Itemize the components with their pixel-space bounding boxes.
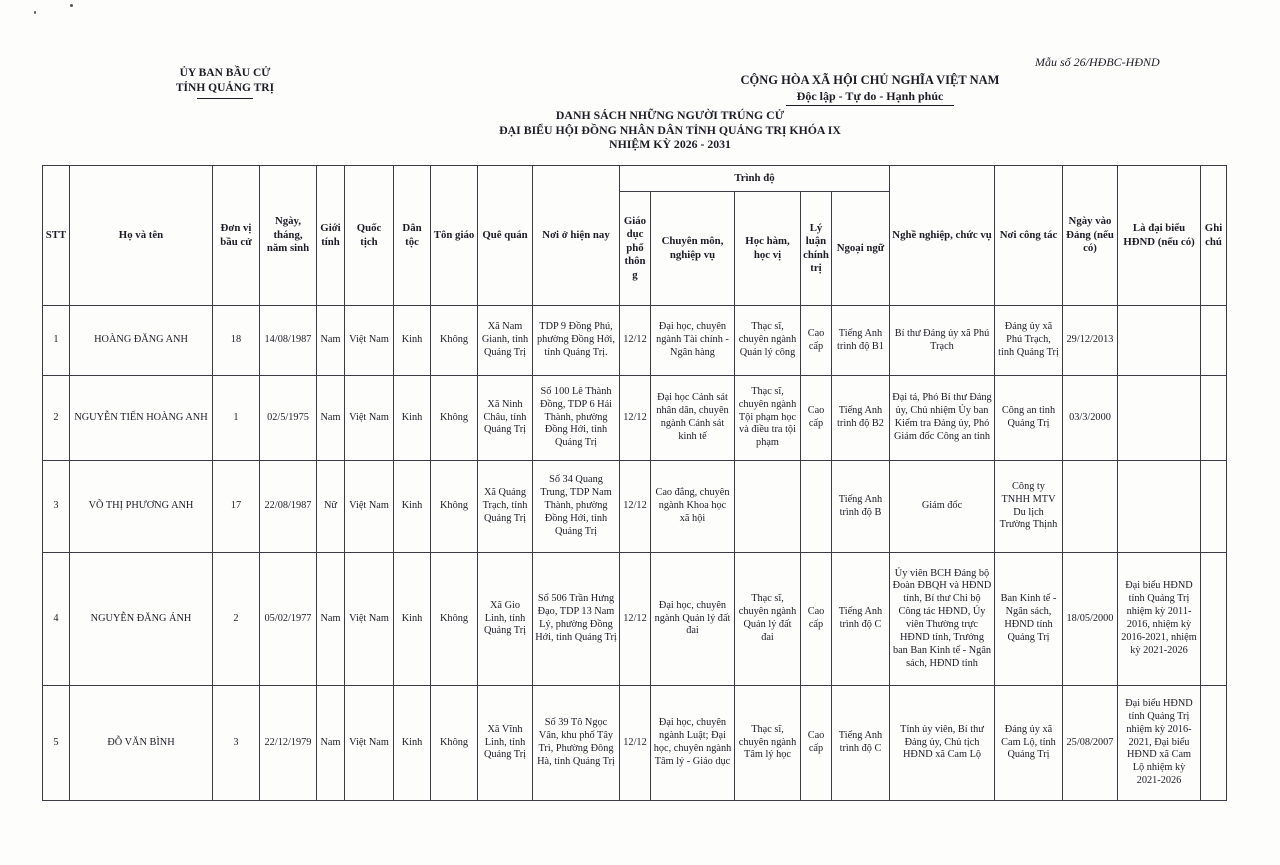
- table-cell: Công ty TNHH MTV Du lịch Trường Thịnh: [995, 461, 1063, 553]
- table-cell: Cao cấp: [801, 306, 832, 376]
- col-group-trinh-do: Trình độ: [620, 166, 890, 192]
- table-cell: Số 506 Trần Hưng Đạo, TDP 13 Nam Lý, phường Đồng Hới, tỉnh Quảng Trị: [533, 553, 620, 686]
- scan-artifact-dot: [34, 11, 36, 14]
- table-cell: NGUYỄN ĐĂNG ÁNH: [70, 553, 213, 686]
- table-cell: 2: [43, 376, 70, 461]
- header-group-row: [43, 166, 1227, 192]
- motto-underline: [786, 105, 954, 106]
- table-cell: Xã Gio Linh, tỉnh Quảng Trị: [478, 553, 533, 686]
- table-cell: Thạc sĩ, chuyên ngành Quản lý công: [735, 306, 801, 376]
- col-giao-duc-pho-thong: Giáo dục phổ thông: [620, 192, 651, 306]
- table-cell: 02/5/1975: [260, 376, 317, 461]
- table-cell: 18/05/2000: [1063, 553, 1118, 686]
- col-que-quan: Quê quán: [478, 166, 533, 306]
- table-cell: 14/08/1987: [260, 306, 317, 376]
- table-cell: Việt Nam: [345, 686, 394, 801]
- table-cell: Tiếng Anh trình độ B: [832, 461, 890, 553]
- table-cell: 25/08/2007: [1063, 686, 1118, 801]
- table-cell: Số 34 Quang Trung, TDP Nam Thành, phường Đồng Hới, tỉnh Quảng Trị: [533, 461, 620, 553]
- table-cell: Tiếng Anh trình độ C: [832, 686, 890, 801]
- table-cell: HOÀNG ĐĂNG ANH: [70, 306, 213, 376]
- table-cell: Nam: [317, 306, 345, 376]
- elected-delegates-table: [42, 165, 1227, 801]
- issuing-authority: [130, 66, 320, 99]
- table-row: [43, 376, 1227, 461]
- table-cell: Đảng ủy xã Phú Trạch, tỉnh Quảng Trị: [995, 306, 1063, 376]
- table-cell: [1201, 553, 1227, 686]
- table-cell: Tỉnh ủy viên, Bí thư Đảng ủy, Chủ tịch HĐND xã Cam Lộ: [890, 686, 995, 801]
- table-cell: Kinh: [394, 306, 431, 376]
- table-cell: [1118, 306, 1201, 376]
- table-cell: Xã Vĩnh Linh, tỉnh Quảng Trị: [478, 686, 533, 801]
- col-don-vi-bau-cu: Đơn vị bầu cử: [213, 166, 260, 306]
- table-cell: Nữ: [317, 461, 345, 553]
- table-cell: Không: [431, 553, 478, 686]
- table-cell: Nam: [317, 553, 345, 686]
- table-cell: [1118, 461, 1201, 553]
- table-cell: Kinh: [394, 686, 431, 801]
- table-cell: 3: [43, 461, 70, 553]
- table-cell: [1063, 461, 1118, 553]
- table-cell: [735, 461, 801, 553]
- table-cell: Giám đốc: [890, 461, 995, 553]
- table-cell: Kinh: [394, 376, 431, 461]
- national-header: [738, 73, 1002, 106]
- table-cell: [1118, 376, 1201, 461]
- table-cell: NGUYỄN TIẾN HOÀNG ANH: [70, 376, 213, 461]
- col-ly-luan-chinh-tri: Lý luận chính trị: [801, 192, 832, 306]
- table-cell: Tiếng Anh trình độ B2: [832, 376, 890, 461]
- table-row: [43, 306, 1227, 376]
- col-stt: STT: [43, 166, 70, 306]
- table-cell: Ban Kinh tế - Ngân sách, HĐND tỉnh Quảng Trị: [995, 553, 1063, 686]
- table-row: [43, 686, 1227, 801]
- table-cell: Nam: [317, 686, 345, 801]
- table-cell: Số 100 Lê Thành Đồng, TDP 6 Hải Thành, phường Đồng Hới, tỉnh Quảng Trị: [533, 376, 620, 461]
- table-cell: Đảng ủy xã Cam Lộ, tỉnh Quảng Trị: [995, 686, 1063, 801]
- table-cell: 18: [213, 306, 260, 376]
- title-line1: DANH SÁCH NHỮNG NGƯỜI TRÚNG CỬ: [555, 108, 785, 122]
- col-ngoai-ngu: Ngoại ngữ: [832, 192, 890, 306]
- table-cell: 1: [43, 306, 70, 376]
- table-cell: Cao cấp: [801, 376, 832, 461]
- table-cell: 1: [213, 376, 260, 461]
- table-cell: 22/12/1979: [260, 686, 317, 801]
- table-cell: Đại biểu HĐND tỉnh Quảng Trị nhiệm kỳ 2011-2016, nhiệm kỳ 2016-2021, nhiệm kỳ 2021-2026: [1118, 553, 1201, 686]
- table-cell: Không: [431, 376, 478, 461]
- table-cell: Tiếng Anh trình độ C: [832, 553, 890, 686]
- table-cell: Xã Quảng Trạch, tỉnh Quảng Trị: [478, 461, 533, 553]
- table-cell: [1201, 461, 1227, 553]
- table-cell: Không: [431, 686, 478, 801]
- table-cell: 2: [213, 553, 260, 686]
- table-cell: Cao cấp: [801, 686, 832, 801]
- table-cell: 22/08/1987: [260, 461, 317, 553]
- title-line3: NHIỆM KỲ 2026 - 2031: [609, 137, 731, 151]
- col-ho-va-ten: Họ và tên: [70, 166, 213, 306]
- col-ngay-vao-dang: Ngày vào Đảng (nếu có): [1063, 166, 1118, 306]
- col-ghi-chu: Ghi chú: [1201, 166, 1227, 306]
- table-cell: 12/12: [620, 461, 651, 553]
- col-ngay-sinh: Ngày, tháng, năm sinh: [260, 166, 317, 306]
- table-header: [43, 166, 1227, 306]
- national-motto: Độc lập - Tự do - Hạnh phúc: [796, 89, 944, 103]
- national-name: CỘNG HÒA XÃ HỘI CHỦ NGHĨA VIỆT NAM: [740, 73, 1000, 87]
- col-quoc-tich: Quốc tịch: [345, 166, 394, 306]
- table-cell: [1201, 306, 1227, 376]
- table-cell: Xã Ninh Châu, tỉnh Quảng Trị: [478, 376, 533, 461]
- col-noi-o-hien-nay: Nơi ở hiện nay: [533, 166, 620, 306]
- table-cell: Tiếng Anh trình độ B1: [832, 306, 890, 376]
- table-cell: 17: [213, 461, 260, 553]
- table-cell: VÕ THỊ PHƯƠNG ANH: [70, 461, 213, 553]
- col-chuyen-mon-nghiep-vu: Chuyên môn, nghiệp vụ: [651, 192, 735, 306]
- table-cell: 4: [43, 553, 70, 686]
- table-cell: Kinh: [394, 461, 431, 553]
- table-row: [43, 553, 1227, 686]
- scan-artifact-dot: [70, 4, 73, 7]
- form-number: Mẫu số 26/HĐBC-HĐND: [1035, 55, 1160, 69]
- issuer-line2: TỈNH QUẢNG TRỊ: [175, 82, 275, 94]
- table-cell: 12/12: [620, 306, 651, 376]
- table-cell: Kinh: [394, 553, 431, 686]
- col-ton-giao: Tôn giáo: [431, 166, 478, 306]
- table-cell: Cao đẳng, chuyên ngành Khoa học xã hội: [651, 461, 735, 553]
- table-cell: Đại học, chuyên ngành Quản lý đất đai: [651, 553, 735, 686]
- table-cell: Số 39 Tô Ngọc Vân, khu phố Tây Trì, Phường Đông Hà, tỉnh Quảng Trị: [533, 686, 620, 801]
- table-row: [43, 461, 1227, 553]
- table-cell: 03/3/2000: [1063, 376, 1118, 461]
- table-cell: Đại học Cảnh sát nhân dân, chuyên ngành Cảnh sát kinh tế: [651, 376, 735, 461]
- document-title: [495, 108, 845, 152]
- table-cell: Không: [431, 461, 478, 553]
- table-cell: Đại học, chuyên ngành Luật; Đại học, chuyên ngành Tâm lý - Giáo dục: [651, 686, 735, 801]
- table-body: [43, 306, 1227, 801]
- col-hoc-ham-hoc-vi: Học hàm, học vị: [735, 192, 801, 306]
- table-cell: 12/12: [620, 553, 651, 686]
- table-cell: TDP 9 Đồng Phú, phường Đồng Hới, tỉnh Quảng Trị.: [533, 306, 620, 376]
- table-cell: [801, 461, 832, 553]
- col-noi-cong-tac: Nơi công tác: [995, 166, 1063, 306]
- issuer-underline: [197, 98, 253, 99]
- table-cell: 05/02/1977: [260, 553, 317, 686]
- table-cell: Công an tỉnh Quảng Trị: [995, 376, 1063, 461]
- table-cell: 29/12/2013: [1063, 306, 1118, 376]
- col-la-dai-bieu-hdnd: Là đại biểu HĐND (nếu có): [1118, 166, 1201, 306]
- title-line2: ĐẠI BIỂU HỘI ĐỒNG NHÂN DÂN TỈNH QUẢNG TRỊ KHÓA IX: [499, 122, 841, 137]
- table-cell: Cao cấp: [801, 553, 832, 686]
- table-cell: [1201, 376, 1227, 461]
- issuer-line1: ỦY BAN BẦU CỬ: [179, 67, 271, 79]
- table-cell: Thạc sĩ, chuyên ngành Tội phạm học và điều tra tội phạm: [735, 376, 801, 461]
- table-cell: Thạc sĩ, chuyên ngành Tâm lý học: [735, 686, 801, 801]
- table-cell: Đại học, chuyên ngành Tài chính - Ngân hàng: [651, 306, 735, 376]
- table-cell: Bí thư Đảng ủy xã Phú Trạch: [890, 306, 995, 376]
- table-cell: Ủy viên BCH Đảng bộ Đoàn ĐBQH và HĐND tỉnh, Bí thư Chi bộ Công tác HĐND, Ủy viên Thường trực HĐND tỉnh, Trưởng ban Ban Kinh tế - Ngân sách, HĐND tỉnh: [890, 553, 995, 686]
- table-cell: 12/12: [620, 376, 651, 461]
- table-cell: Việt Nam: [345, 553, 394, 686]
- table-cell: Việt Nam: [345, 376, 394, 461]
- table-cell: Việt Nam: [345, 306, 394, 376]
- table-cell: ĐỖ VĂN BÌNH: [70, 686, 213, 801]
- col-dan-toc: Dân tộc: [394, 166, 431, 306]
- table-cell: Không: [431, 306, 478, 376]
- table-cell: Nam: [317, 376, 345, 461]
- table-cell: Việt Nam: [345, 461, 394, 553]
- table-cell: Đại tá, Phó Bí thư Đảng ủy, Chủ nhiệm Ủy ban Kiểm tra Đảng ủy, Phó Giám đốc Công an tỉnh: [890, 376, 995, 461]
- col-nghe-nghiep-chuc-vu: Nghề nghiệp, chức vụ: [890, 166, 995, 306]
- table-cell: Xã Nam Gianh, tỉnh Quảng Trị: [478, 306, 533, 376]
- table-cell: 12/12: [620, 686, 651, 801]
- col-gioi-tinh: Giới tính: [317, 166, 345, 306]
- table-cell: Đại biểu HĐND tỉnh Quảng Trị nhiệm kỳ 2016-2021, Đại biểu HĐND xã Cam Lộ nhiệm kỳ 2021-2026: [1118, 686, 1201, 801]
- table-cell: 5: [43, 686, 70, 801]
- table-cell: 3: [213, 686, 260, 801]
- table-cell: Thạc sĩ, chuyên ngành Quản lý đất đai: [735, 553, 801, 686]
- table-cell: [1201, 686, 1227, 801]
